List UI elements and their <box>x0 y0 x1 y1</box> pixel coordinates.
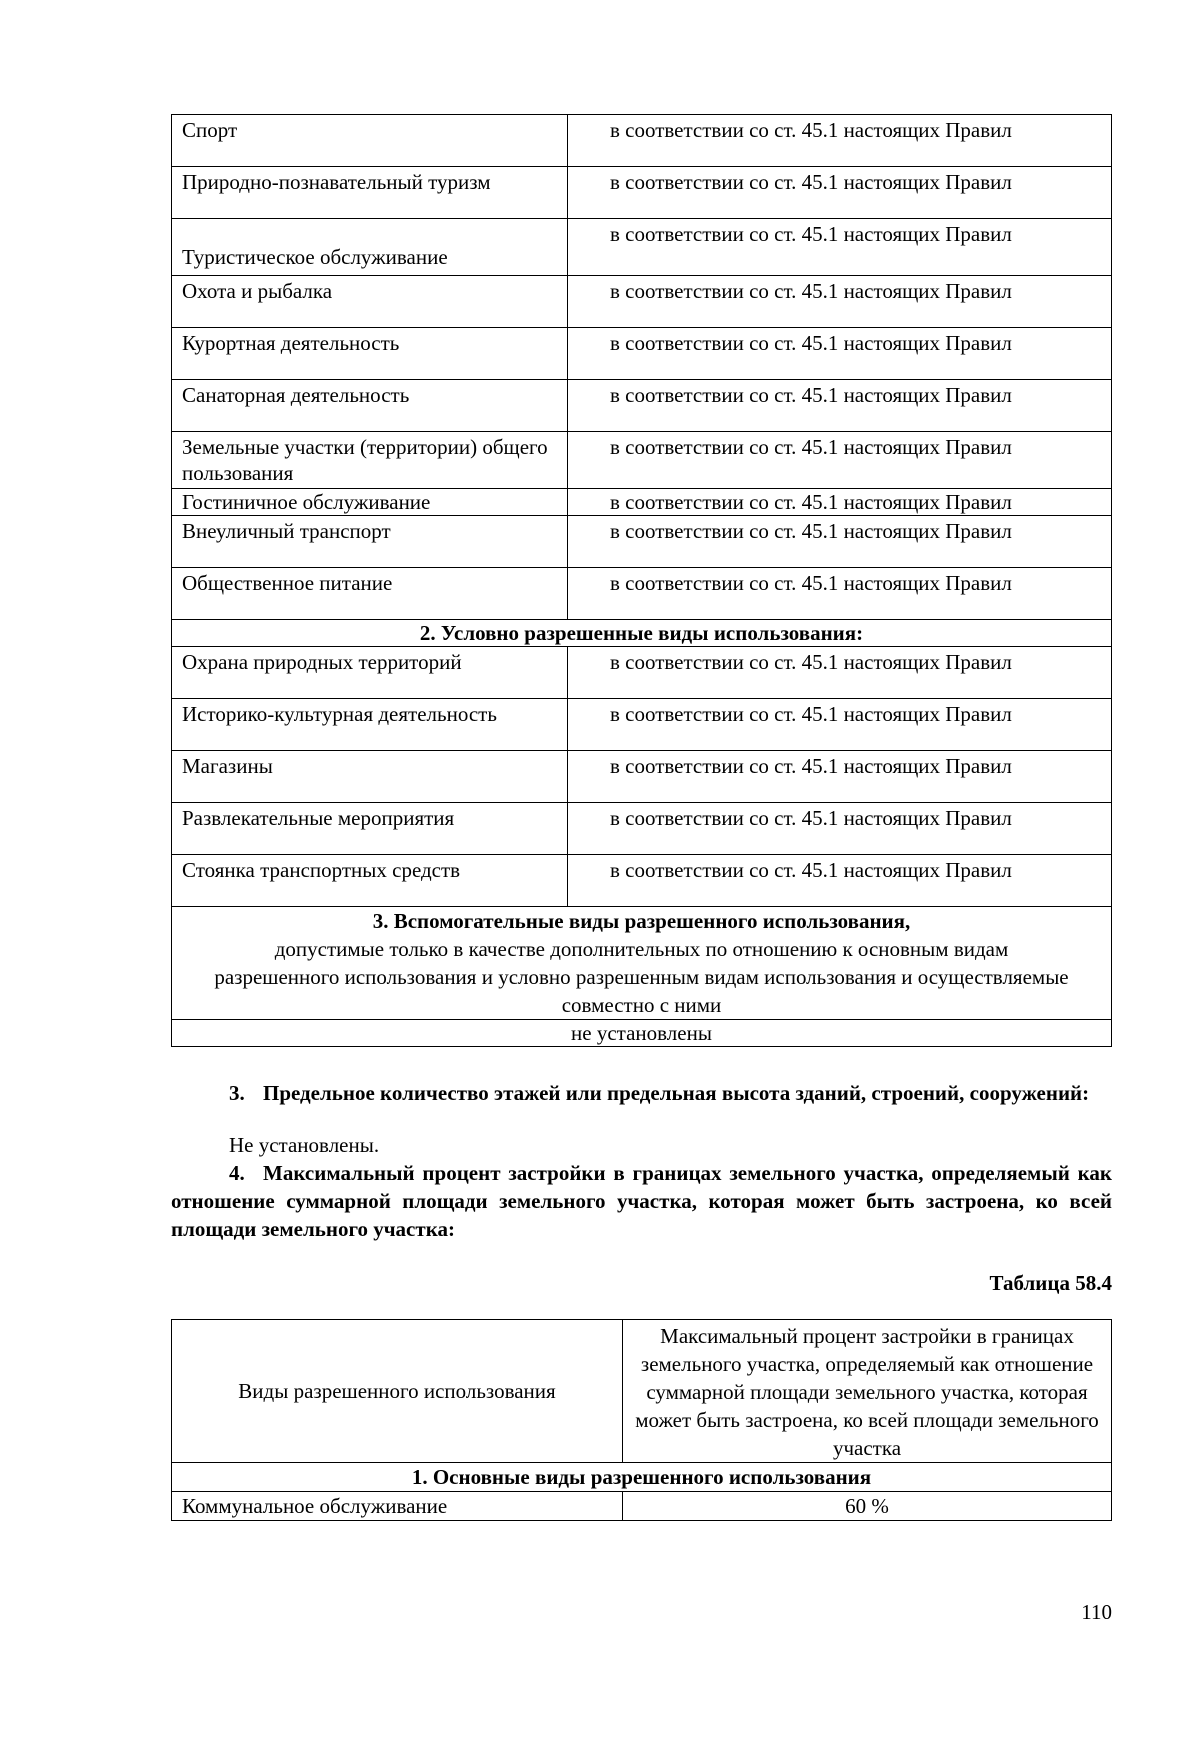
table-row <box>172 432 1112 489</box>
rule-cell: в соответствии со ст. 45.1 настоящих Правил <box>568 647 1112 699</box>
table-row <box>172 219 1112 276</box>
rule-cell: в соответствии со ст. 45.1 настоящих Правил <box>568 380 1112 432</box>
table-row <box>172 276 1112 328</box>
rule-cell: в соответствии со ст. 45.1 настоящих Правил <box>568 167 1112 219</box>
rule-cell: в соответствии со ст. 45.1 настоящих Правил <box>568 855 1112 907</box>
table-header-row <box>172 1320 1112 1463</box>
table-row <box>172 647 1112 699</box>
rule-cell: в соответствии со ст. 45.1 настоящих Правил <box>568 489 1112 516</box>
rule-cell: в соответствии со ст. 45.1 настоящих Правил <box>568 115 1112 167</box>
section-3-value: не установлены <box>172 1020 1112 1047</box>
paragraph-4 <box>171 1159 1112 1243</box>
section-2-title: 2. Условно разрешенные виды использования: <box>172 620 1112 647</box>
building-percentage-table <box>171 1319 1112 1521</box>
table-row <box>172 568 1112 620</box>
use-cell: Коммунальное обслуживание <box>172 1492 623 1521</box>
use-cell: Спорт <box>172 115 568 167</box>
paragraph-3 <box>171 1079 1112 1107</box>
table-row <box>172 1492 1112 1521</box>
use-cell: Санаторная деятельность <box>172 380 568 432</box>
rule-cell: в соответствии со ст. 45.1 настоящих Правил <box>568 432 1112 489</box>
column-header: Максимальный процент застройки в границах земельного участка, определяемый как отношение суммарной площади земельного участка, которая может быть застроена, ко всей площади земельного участка <box>623 1320 1112 1463</box>
use-cell: Внеуличный транспорт <box>172 516 568 568</box>
section-1-title: 1. Основные виды разрешенного использования <box>172 1463 1112 1492</box>
section-header-row <box>172 1463 1112 1492</box>
value-cell: 60 % <box>623 1492 1112 1521</box>
permitted-uses-table <box>171 114 1112 1047</box>
rule-cell: в соответствии со ст. 45.1 настоящих Правил <box>568 516 1112 568</box>
use-cell: Охота и рыбалка <box>172 276 568 328</box>
section-header-row <box>172 620 1112 647</box>
rule-cell: в соответствии со ст. 45.1 настоящих Правил <box>568 276 1112 328</box>
table-row <box>172 380 1112 432</box>
section-3-note: допустимые только в качестве дополнительных по отношению к основным видам разрешенного использования и условно разрешенным видам использования и осуществляемые совместно с ними <box>214 937 1069 1017</box>
table-row <box>172 803 1112 855</box>
paragraph-heading: Предельное количество этажей или предельная высота зданий, строений, сооружений: <box>263 1081 1090 1105</box>
table-row <box>172 328 1112 380</box>
section-3-title: 3. Вспомогательные виды разрешенного использования, <box>372 909 911 933</box>
table-row <box>172 115 1112 167</box>
rule-cell: в соответствии со ст. 45.1 настоящих Правил <box>568 751 1112 803</box>
use-cell: Земельные участки (территории) общего пользования <box>172 432 568 489</box>
use-cell: Туристическое обслуживание <box>172 219 568 276</box>
use-cell: Охрана природных территорий <box>172 647 568 699</box>
use-cell: Стоянка транспортных средств <box>172 855 568 907</box>
table-row <box>172 167 1112 219</box>
use-cell: Историко-культурная деятельность <box>172 699 568 751</box>
rule-cell: в соответствии со ст. 45.1 настоящих Правил <box>568 568 1112 620</box>
table-row <box>172 489 1112 516</box>
table-row <box>172 855 1112 907</box>
rule-cell: в соответствии со ст. 45.1 настоящих Правил <box>568 699 1112 751</box>
table-row <box>172 751 1112 803</box>
use-cell: Развлекательные мероприятия <box>172 803 568 855</box>
section-3-cell <box>172 907 1112 1020</box>
paragraph-heading: Максимальный процент застройки в границах земельного участка, определяемый как отношение суммарной площади земельного участка, которая может быть застроена, ко всей площади земельного участка: <box>171 1161 1112 1241</box>
rule-cell: в соответствии со ст. 45.1 настоящих Правил <box>568 328 1112 380</box>
column-header: Виды разрешенного использования <box>172 1320 623 1463</box>
rule-cell: в соответствии со ст. 45.1 настоящих Правил <box>568 219 1112 276</box>
rule-cell: в соответствии со ст. 45.1 настоящих Правил <box>568 803 1112 855</box>
table-row <box>172 516 1112 568</box>
use-cell: Гостиничное обслуживание <box>172 489 568 516</box>
use-cell: Природно-познавательный туризм <box>172 167 568 219</box>
paragraph-3-value: Не установлены. <box>229 1133 380 1157</box>
section-header-row <box>172 907 1112 1020</box>
use-cell: Курортная деятельность <box>172 328 568 380</box>
table-row <box>172 1020 1112 1047</box>
paragraph-number: 4. <box>229 1161 245 1185</box>
table-label: Таблица 58.4 <box>989 1271 1112 1295</box>
paragraph-number: 3. <box>229 1081 245 1105</box>
page-number: 110 <box>1081 1600 1112 1624</box>
use-cell: Общественное питание <box>172 568 568 620</box>
use-cell: Магазины <box>172 751 568 803</box>
table-row <box>172 699 1112 751</box>
